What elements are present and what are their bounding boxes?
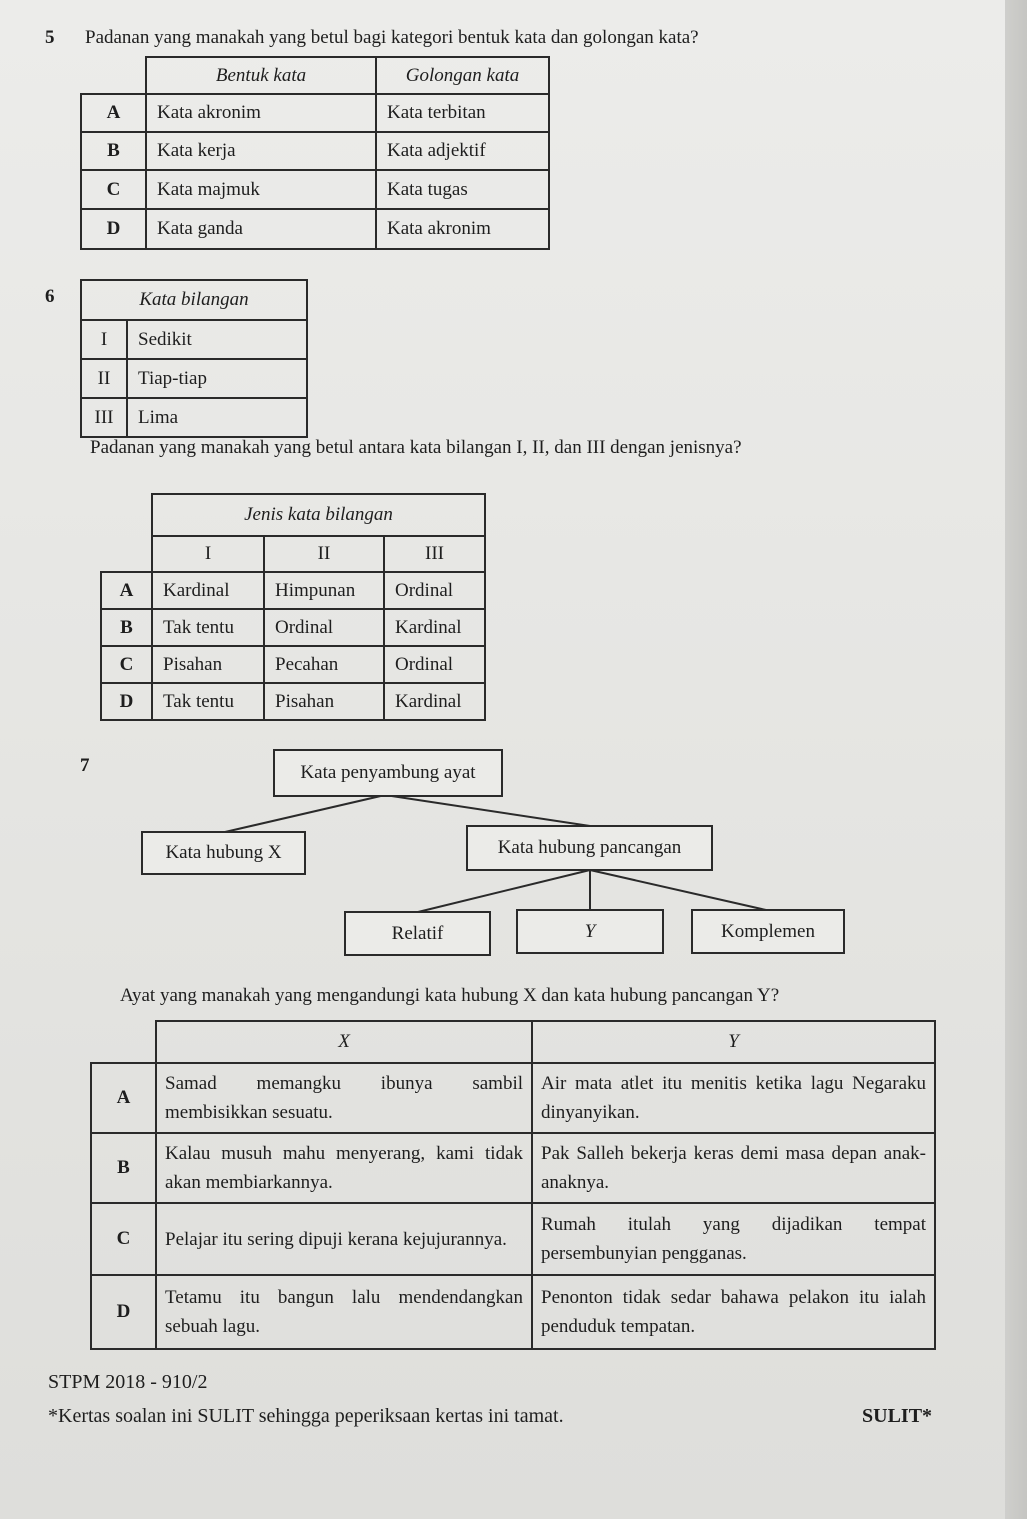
- q6-list-word: Tiap-tiap: [127, 359, 307, 398]
- q7-x-cell: Kalau musuh mahu menyerang, kami tidak akan membiarkannya.: [156, 1133, 532, 1203]
- q5-option-label: D: [81, 209, 146, 249]
- q6-subheader-i: I: [152, 536, 264, 572]
- q7-leaf-y: Y: [516, 909, 664, 954]
- q6-list-label: II: [81, 359, 127, 398]
- q5-header-bentuk: Bentuk kata: [146, 57, 376, 94]
- q5-bentuk-cell: Kata majmuk: [146, 170, 376, 209]
- q7-option-label: B: [91, 1133, 156, 1203]
- q6-cell: Himpunan: [264, 572, 384, 609]
- q7-x-cell: Pelajar itu sering dipuji kerana kejujurannya.: [156, 1203, 532, 1275]
- q7-x-cell: Tetamu itu bangun lalu mendendangkan sebuah lagu.: [156, 1275, 532, 1349]
- q6-cell: Tak tentu: [152, 609, 264, 646]
- q6-cell: Pisahan: [264, 683, 384, 720]
- q7-option-label: C: [91, 1203, 156, 1275]
- q7-option-a[interactable]: [91, 1063, 935, 1133]
- q7-y-cell: Air mata atlet itu menitis ketika lagu Negaraku dinyanyikan.: [532, 1063, 935, 1133]
- q6-option-label: D: [101, 683, 152, 720]
- q5-bentuk-cell: Kata kerja: [146, 132, 376, 170]
- q5-golongan-cell: Kata terbitan: [376, 94, 549, 132]
- q6-number: 6: [45, 286, 55, 307]
- q5-bentuk-cell: Kata akronim: [146, 94, 376, 132]
- q6-cell: Ordinal: [264, 609, 384, 646]
- q7-question: Ayat yang manakah yang mengandungi kata hubung X dan kata hubung pancangan Y?: [120, 985, 780, 1006]
- q5-header-golongan: Golongan kata: [376, 57, 549, 94]
- q7-header-x: X: [156, 1021, 532, 1063]
- q5-number: 5: [45, 27, 55, 48]
- q7-option-d[interactable]: [91, 1275, 935, 1349]
- q7-y-cell: Pak Salleh bekerja keras demi masa depan anak-anaknya.: [532, 1133, 935, 1203]
- footer-note: *Kertas soalan ini SULIT sehingga peperiksaan kertas ini tamat.: [48, 1405, 564, 1427]
- q6-cell: Kardinal: [384, 683, 485, 720]
- q6-list-header: Kata bilangan: [81, 280, 307, 320]
- q7-option-label: D: [91, 1275, 156, 1349]
- q5-golongan-cell: Kata akronim: [376, 209, 549, 249]
- q6-cell: Ordinal: [384, 572, 485, 609]
- q6-cell: Kardinal: [152, 572, 264, 609]
- q7-leaf-komplemen: Komplemen: [691, 909, 845, 954]
- q7-option-b[interactable]: [91, 1133, 935, 1203]
- q7-right-child-box: Kata hubung pancangan: [466, 825, 713, 871]
- q6-table-header: Jenis kata bilangan: [152, 494, 485, 536]
- q6-cell: Pecahan: [264, 646, 384, 683]
- q6-list-label: III: [81, 398, 127, 437]
- q6-subheader-iii: III: [384, 536, 485, 572]
- page-edge: [1005, 0, 1027, 1519]
- q6-cell: Kardinal: [384, 609, 485, 646]
- footer-exam-code: STPM 2018 - 910/2: [48, 1371, 208, 1393]
- q5-question: Padanan yang manakah yang betul bagi kategori bentuk kata dan golongan kata?: [85, 27, 699, 48]
- q7-left-child-box: Kata hubung X: [141, 831, 306, 875]
- q6-list-word: Lima: [127, 398, 307, 437]
- q7-x-cell: Samad memangku ibunya sambil membisikkan sesuatu.: [156, 1063, 532, 1133]
- q7-corner: [91, 1021, 156, 1063]
- q7-y-cell: Penonton tidak sedar bahawa pelakon itu ialah penduduk tempatan.: [532, 1275, 935, 1349]
- q5-golongan-cell: Kata tugas: [376, 170, 549, 209]
- q5-option-label: C: [81, 170, 146, 209]
- footer-sulit: SULIT*: [862, 1405, 933, 1427]
- q5-golongan-cell: Kata adjektif: [376, 132, 549, 170]
- q7-leaf-relatif: Relatif: [344, 911, 491, 956]
- q6-subheader-ii: II: [264, 536, 384, 572]
- q6-cell: Ordinal: [384, 646, 485, 683]
- q5-bentuk-cell: Kata ganda: [146, 209, 376, 249]
- q5-option-label: A: [81, 94, 146, 132]
- q7-option-c[interactable]: [91, 1203, 935, 1275]
- q5-option-label: B: [81, 132, 146, 170]
- q7-root-box: Kata penyambung ayat: [273, 749, 503, 797]
- q6-option-label: A: [101, 572, 152, 609]
- q7-number: 7: [80, 755, 90, 776]
- q7-y-cell: Rumah itulah yang dijadikan tempat persembunyian pengganas.: [532, 1203, 935, 1275]
- q6-option-label: B: [101, 609, 152, 646]
- q6-list-word: Sedikit: [127, 320, 307, 359]
- q6-option-label: C: [101, 646, 152, 683]
- q7-option-label: A: [91, 1063, 156, 1133]
- q6-question: Padanan yang manakah yang betul antara kata bilangan I, II, dan III dengan jenisnya?: [90, 437, 742, 458]
- q6-cell: Pisahan: [152, 646, 264, 683]
- q6-cell: Tak tentu: [152, 683, 264, 720]
- q7-answer-table: [90, 1020, 936, 1350]
- q7-header-y: Y: [532, 1021, 935, 1063]
- q6-list-label: I: [81, 320, 127, 359]
